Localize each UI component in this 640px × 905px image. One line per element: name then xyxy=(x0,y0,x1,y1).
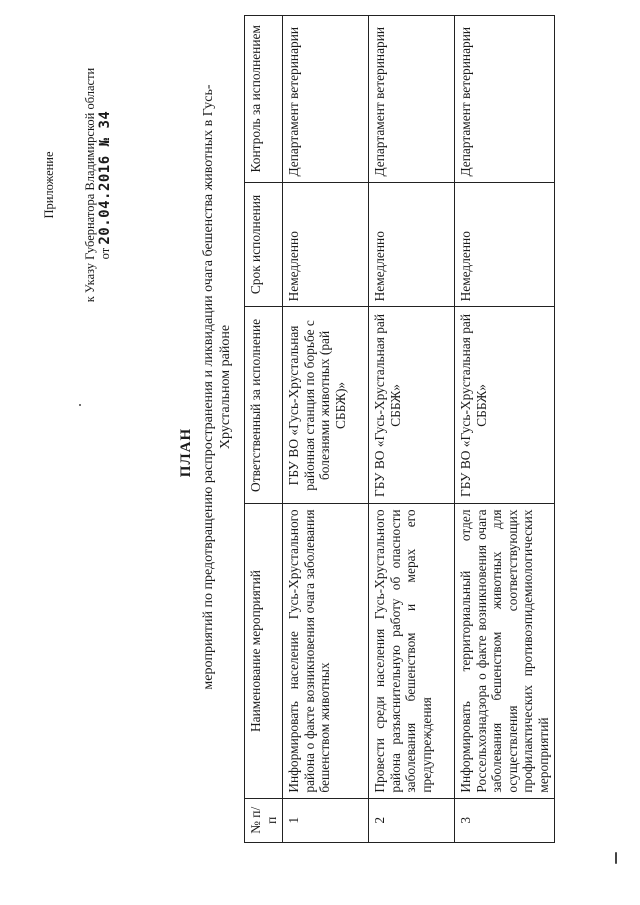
row-deadline: Немедленно xyxy=(455,182,555,307)
plan-title: ПЛАН xyxy=(178,427,194,478)
row-num: 3 xyxy=(455,798,555,842)
appendix-decree-line: к Указу Губернатора Владимирской области xyxy=(83,67,97,303)
appendix-title: Приложение xyxy=(42,151,56,219)
header-control: Контроль за исполнением xyxy=(245,16,283,183)
row-name: Провести среди населения Гусь-Хрустального района разъяснительную работу об опасности заболевания бешенством и мерах его предупреждения xyxy=(369,504,455,798)
row-control: Департамент ветеринарии xyxy=(369,16,455,183)
row-control: Департамент ветеринарии xyxy=(283,16,369,183)
scan-speck xyxy=(615,852,617,864)
table-header-row xyxy=(245,16,283,843)
plan-table xyxy=(244,15,555,843)
row-name: Информировать население Гусь-Хрустального района о факте возникновения очага заболевания бешенством животных xyxy=(283,504,369,798)
row-responsible: ГБУ ВО «Гусь-Хрустальная рай СББЖ» xyxy=(369,307,455,504)
appendix-date-number: 20.04.2016 № 34 xyxy=(97,110,113,245)
row-responsible: ГБУ ВО «Гусь-Хрустальная рай СББЖ» xyxy=(455,307,555,504)
header-num: № п/п xyxy=(245,798,283,842)
header-deadline: Срок исполнения xyxy=(245,182,283,307)
header-name: Наименование мероприятий xyxy=(245,504,283,798)
appendix-date-prefix: от xyxy=(98,247,112,260)
row-deadline: Немедленно xyxy=(369,182,455,307)
appendix-header xyxy=(42,25,113,345)
scan-speck xyxy=(79,404,81,406)
row-num: 1 xyxy=(283,798,369,842)
row-num: 2 xyxy=(369,798,455,842)
row-name: Информировать территориальный отдел Россельхознадзора о факте возникновения очага заболевания бешенством животных для осуществления соответствующих профилактических противоэпидемиологических мероприятий xyxy=(455,504,555,798)
appendix-date-line xyxy=(98,25,113,345)
table-row xyxy=(283,16,369,843)
table-row xyxy=(455,16,555,843)
row-responsible: ГБУ ВО «Гусь-Хрустальная районная станция по борьбе с болезнями животных (рай СББЖ)» xyxy=(283,307,369,504)
plan-subtitle: мероприятий по предотвращению распространения и ликвидации очага бешенства животных в Гусь-Хрустальном районе xyxy=(201,84,233,690)
row-deadline: Немедленно xyxy=(283,182,369,307)
table-row xyxy=(369,16,455,843)
row-control: Департамент ветеринарии xyxy=(455,16,555,183)
header-responsible: Ответственный за исполнение xyxy=(245,307,283,504)
